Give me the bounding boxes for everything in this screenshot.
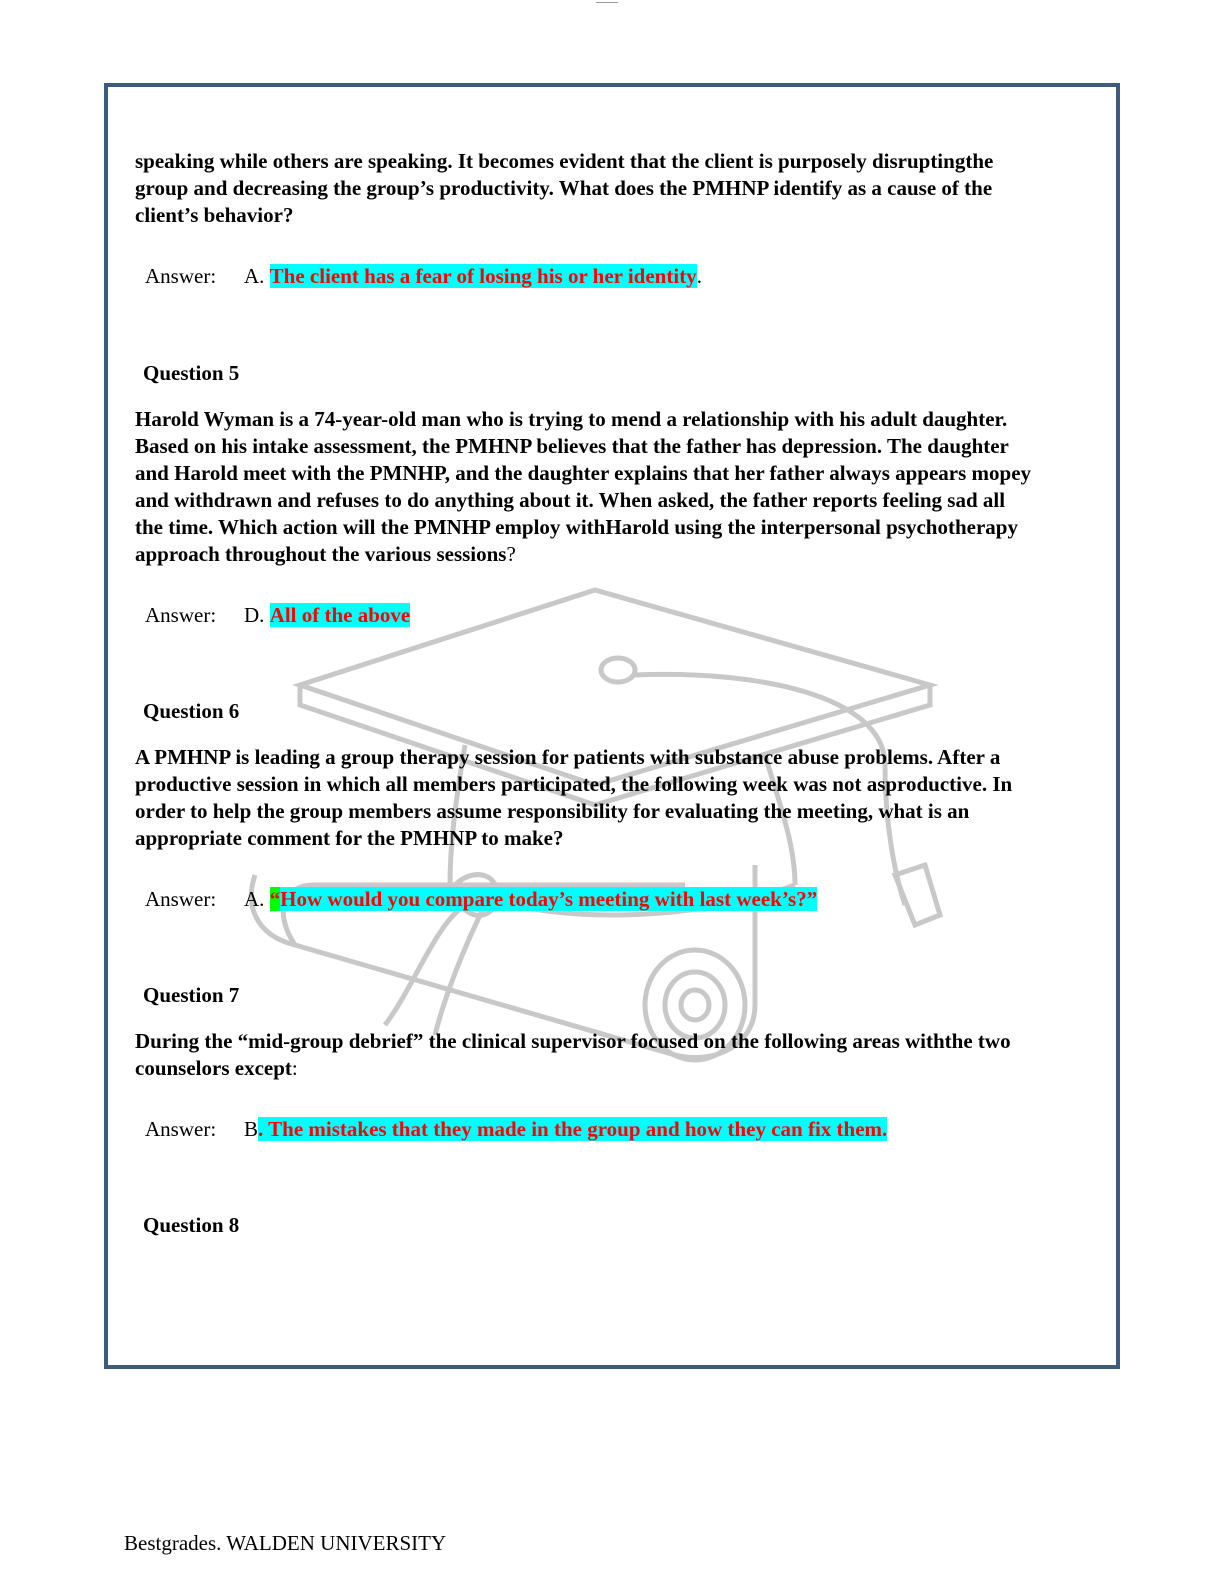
- question-5-text: [135, 406, 1035, 568]
- answer-quote-mark: “: [269, 887, 281, 911]
- answer-letter: A.: [244, 887, 265, 911]
- question-5-tail: ?: [506, 542, 516, 566]
- question-5-heading: Question 5: [143, 361, 240, 385]
- answer-letter: B: [244, 1117, 259, 1141]
- page-footer: Bestgrades. WALDEN UNIVERSITY: [124, 1531, 447, 1555]
- question-6-body: A PMHNP is leading a group therapy session for patients with substance abuse problems. After a productive session in which all members participated, the following week was not asproductive. In order to help the group members assume responsibility for evaluating the meeting, what is an appropriate comment for the PMHNP to make?: [135, 745, 1013, 850]
- answer-label: Answer:: [145, 264, 217, 288]
- answer-highlight: All of the above: [269, 603, 411, 627]
- question-5-body: Harold Wyman is a 74-year-old man who is trying to mend a relationship with his adult daughter. Based on his intake assessment, the PMHNP believes that the father has depression. The daughter and Harold meet with the PMNHP, and the daughter explains that her father always appears mopey and withdrawn and refuses to do anything about it. When asked, the father reports feeling sad all the time. Which action will the PMNHP employ withHarold using the interpersonal psychotherapy approach throughout the various sessions: [135, 407, 1032, 566]
- question-5-answer: [135, 601, 1035, 629]
- question-7-body: During the “mid-group debrief” the clinical supervisor focused on the following areas withthe two counselors except: [135, 1029, 1011, 1080]
- answer-highlight: The client has a fear of losing his or her identity: [269, 264, 697, 288]
- question-7-text: [135, 1028, 1035, 1082]
- answer-label: Answer:: [145, 1117, 217, 1141]
- question-7-heading: Question 7: [143, 983, 240, 1007]
- question-4-body: speaking while others are speaking. It becomes evident that the client is purposely disruptingthe group and decreasing the group’s productivity. What does the PMHNP identify as a cause of the client’s behavior?: [135, 149, 994, 227]
- question-4-answer: [135, 262, 1035, 290]
- page-content: [135, 148, 1035, 1238]
- answer-label: Answer:: [145, 603, 217, 627]
- question-6-answer: [135, 885, 1035, 913]
- question-4-text: [135, 148, 1035, 229]
- question-6-heading: Question 6: [143, 699, 240, 723]
- question-7-answer: [135, 1115, 1035, 1143]
- question-6-text: [135, 744, 1035, 852]
- answer-letter: A.: [244, 264, 265, 288]
- question-7-tail: :: [291, 1056, 298, 1080]
- top-mark: [596, 0, 618, 3]
- answer-highlight: . The mistakes that they made in the group and how they can fix them.: [258, 1117, 888, 1141]
- answer-letter: D.: [244, 603, 265, 627]
- question-8-heading: Question 8: [143, 1213, 240, 1237]
- answer-highlight: How would you compare today’s meeting with last week’s?”: [280, 887, 818, 911]
- answer-tail: .: [696, 264, 702, 288]
- answer-label: Answer:: [145, 887, 217, 911]
